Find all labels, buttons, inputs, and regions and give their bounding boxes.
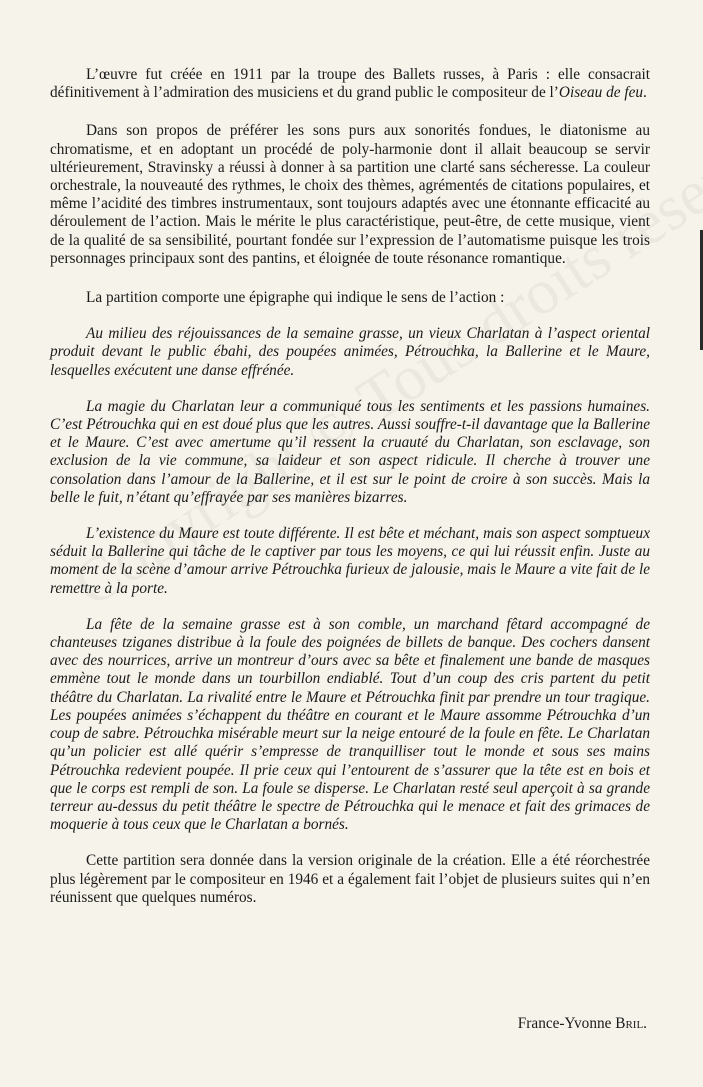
document-body bbox=[50, 66, 650, 907]
author-last-name: Bril. bbox=[615, 1015, 647, 1032]
work-title: Oiseau de feu bbox=[558, 84, 644, 102]
epigraph-paragraph-1: Au milieu des réjouissances de la semaine grasse, un vieux Charlatan à l’aspect oriental produit devant le public ébahi, des poupées animées, Pétrouchka, la Ballerine et le Maure, lesquelles exécutent une danse effrénée. bbox=[50, 325, 650, 379]
paragraph-intro: L’œuvre fut créée en 1911 par la troupe des Ballets russes, à Paris : elle consacrait définitivement à l’admiration des musiciens et du grand public le compositeur de l’Oiseau de feu. bbox=[50, 66, 650, 102]
paragraph-conclusion: Cette partition sera donnée dans la version originale de la création. Elle a été réorchestrée plus légèrement par le compositeur en 1946 et a également fait l’objet de plusieurs suites qui n’en réunissent que quelques numéros. bbox=[50, 852, 650, 906]
paragraph-epigraph-intro: La partition comporte une épigraphe qui indique le sens de l’action : bbox=[86, 289, 505, 307]
epigraph-paragraph-2: La magie du Charlatan leur a communiqué tous les sentiments et les passions humaines. C’est Pétrouchka qui en est doué plus que les autres. Aussi souffre-t-il davantage que la Ballerine et le Maure. C’est avec amertume qu’il ressent la cruauté du Charlatan, son esclavage, son exclusion de la vie commune, sa laideur et son aspect ridicule. Il cherche à trouver une consolation dans l’amour de la Ballerine, et il est sur le point de croire à son succès. Mais la belle le fuit, n’étant qu’effrayée par ses manières bizarres. bbox=[50, 397, 650, 506]
author-first-name: France-Yvonne bbox=[517, 1015, 612, 1032]
author-signature bbox=[518, 1015, 647, 1033]
paragraph-analysis: Dans son propos de préférer les sons purs aux sonorités fondues, le diatonisme au chromatisme, et en adoptant un procédé de poly-harmonie dont il allait beaucoup se servir ultérieurement, Stravinsky a réussi à donner à sa partition une clarté sans sécheresse. La couleur orchestrale, la nouveauté des rythmes, le choix des thèmes, agrémentés de citations populaires, et même l’acidité des timbres instrumentaux, sont toujours adaptés avec une étonnante efficacité au déroulement de l’action. Mais le mérite le plus caractéristique, peut-être, de cette musique, vient de la qualité de sa sensibilité, pourtant fondée sur l’expression de l’automatisme puisque les trois personnages principaux sont des pantins, et éloignée de toute résonance romantique. bbox=[50, 122, 650, 267]
epigraph-paragraph-4: La fête de la semaine grasse est à son comble, un marchand fêtard accompagné de chanteuses tziganes distribue à la foule des poignées de billets de banque. Des cochers dansent avec des nourrices, arrive un montreur d’ours avec sa bête et finalement une bande de masques emmène tout le monde dans un tourbillon endiablé. Tout d’un coup des cris partent du petit théâtre du Charlatan. La rivalité entre le Maure et Pétrouchka finit par prendre un tour tragique. Les poupées animées s’échappent du théâtre en courant et le Maure assomme Pétrouchka d’un coup de sabre. Pétrouchka misérable meurt sur la neige entouré de la foule en fête. Le Charlatan qu’un policier est allé quérir s’empresse de tranquilliser tout le monde et sous ses mains Pétrouchka redevient poupée. Il prie ceux qui l’entourent de s’assurer que la tête est en bois et que le corps est rempli de son. La foule se disperse. Le Charlatan resté seul aperçoit à sa grande terreur au-dessus du petit théâtre le spectre de Pétrouchka qui le menace et fait des grimaces de moquerie à tous ceux que le Charlatan a bornés. bbox=[50, 615, 650, 834]
epigraph-paragraph-3: L’existence du Maure est toute différente. Il est bête et méchant, mais son aspect somptueux séduit la Ballerine qui tâche de le captiver par tous les moyens, ce qui lui réussit enfin. Juste au moment de la scène d’amour arrive Pétrouchka furieux de jalousie, mais le Maure a vite fait de le remettre à la porte. bbox=[50, 525, 650, 597]
